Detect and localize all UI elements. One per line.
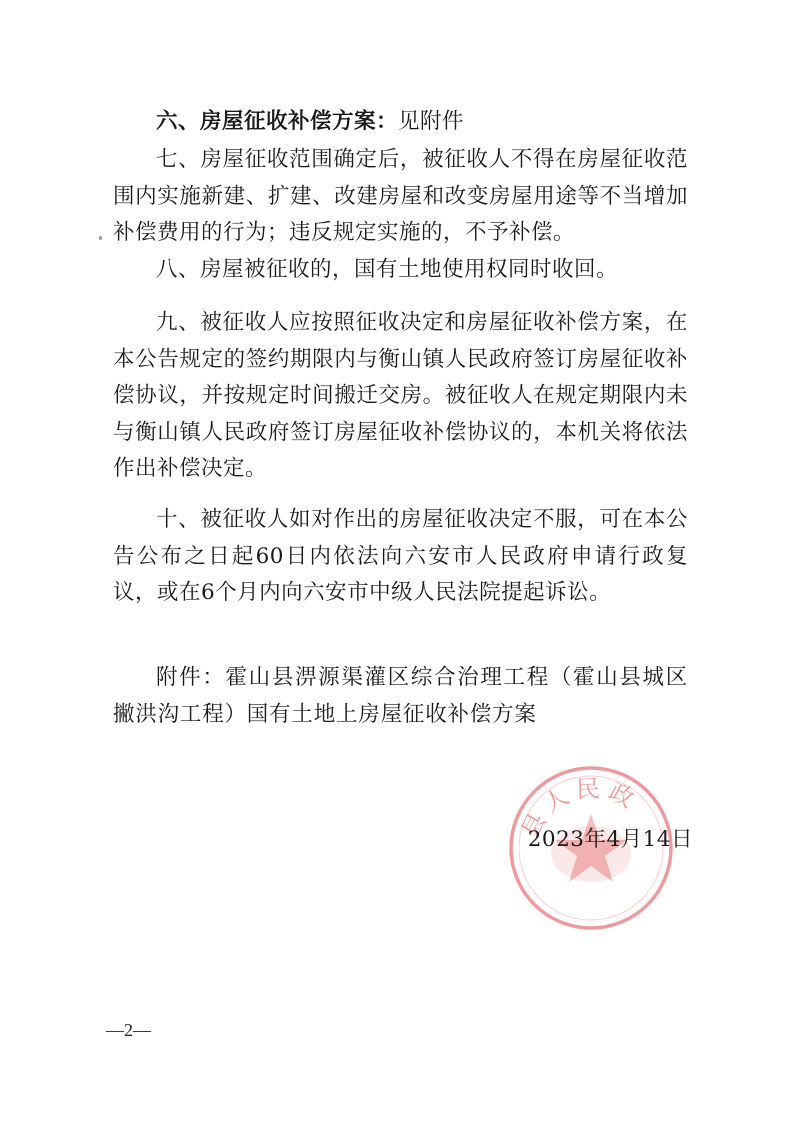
- section-seven: 七、房屋征收范围确定后，被征收人不得在房屋征收范围内实施新建、扩建、改建房屋和改变房屋用途等不当增加补偿费用的行为；违反规定实施的，不予补偿。: [113, 147, 688, 245]
- section-ten: 十、被征收人如对作出的房屋征收决定不服，可在本公告公布之日起60日内依法向六安市人民政府申请行政复议，或在6个月内向六安市中级人民法院提起诉讼。: [113, 507, 688, 605]
- section-six: [113, 104, 688, 141]
- scan-speck: [99, 236, 102, 240]
- section-nine: 九、被征收人应按照征收决定和房屋征收补偿方案，在本公告规定的签约期限内与衡山镇人民政府签订房屋征收补偿协议，并按规定时间搬迁交房。被征收人在规定期限内未与衡山镇人民政府签订房屋征收补偿协议的，本机关将依法作出补偿决定。: [113, 310, 688, 481]
- section-eight: 八、房屋被征收的，国有土地使用权同时收回。: [156, 257, 619, 282]
- page-number: —2—: [106, 1020, 151, 1040]
- seal-arc-text: 县人民政: [515, 774, 644, 843]
- attachment-note: 附件：霍山县淠源渠灌区综合治理工程（霍山县城区撇洪沟工程）国有土地上房屋征收补偿方案: [113, 665, 688, 727]
- signature-date: 2023年4月14日: [527, 827, 693, 852]
- section-six-heading: 六、房屋征收补偿方案：: [156, 109, 399, 134]
- section-six-text: 见附件: [398, 109, 465, 134]
